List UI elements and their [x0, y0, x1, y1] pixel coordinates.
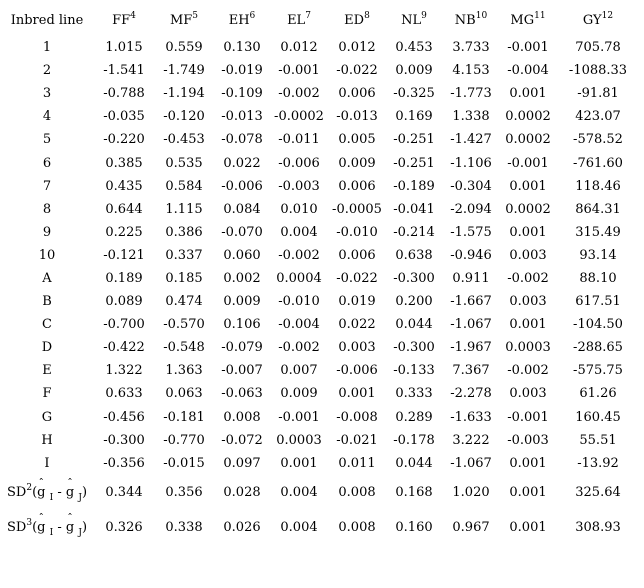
value-cell: 0.001: [338, 386, 376, 402]
value-cell: -1.667: [450, 294, 492, 310]
value-cell: -575.75: [573, 363, 623, 379]
value-cell: 0.009: [223, 294, 261, 310]
value-cell: -0.300: [393, 270, 435, 286]
column-footnote: 11: [534, 10, 546, 21]
value-cell: -2.094: [450, 201, 492, 217]
sd-value-cell: 308.93: [575, 519, 621, 535]
value-cell: -0.300: [103, 432, 145, 448]
value-cell: 0.019: [338, 294, 376, 310]
value-cell: -0.251: [393, 132, 435, 148]
value-cell: 0.063: [165, 386, 203, 402]
value-cell: 0.169: [395, 109, 433, 125]
sd-row: [0, 510, 640, 545]
column-name: NL: [401, 12, 422, 28]
value-cell: 1.015: [105, 40, 143, 56]
inbred-line-cell: 9: [42, 224, 52, 240]
value-cell: -0.001: [278, 63, 320, 79]
column-name: FF: [112, 12, 131, 28]
header-ff: [94, 4, 154, 36]
value-cell: 0.633: [105, 386, 143, 402]
column-footnote: 6: [249, 10, 256, 21]
value-cell: 0.0003: [505, 340, 551, 356]
value-cell: 0.225: [105, 224, 143, 240]
subscript-right: J: [78, 527, 82, 538]
value-cell: -1.067: [450, 317, 492, 333]
subscript-left: I: [49, 492, 54, 503]
value-cell: 0.003: [338, 340, 376, 356]
sd-value-cell: 0.026: [223, 519, 261, 535]
value-cell: -0.079: [221, 340, 263, 356]
table-row: [0, 382, 640, 405]
value-cell: 0.060: [223, 247, 261, 263]
value-cell: 118.46: [575, 178, 621, 194]
value-cell: 0.003: [509, 247, 547, 263]
value-cell: 0.003: [509, 386, 547, 402]
column-name: MG: [510, 12, 535, 28]
value-cell: -0.002: [507, 363, 549, 379]
value-cell: -0.178: [393, 432, 435, 448]
value-cell: -0.010: [278, 294, 320, 310]
sd-label-cell: $SD^3(ˆ$ g $_I$ - ˆ g $_J$): [0, 510, 94, 545]
value-cell: 0.001: [509, 455, 547, 471]
sd-value-cell: 0.028: [223, 484, 261, 500]
column-footnote: 9: [421, 10, 427, 21]
sd-value-cell: 0.967: [452, 519, 490, 535]
value-cell: 0.001: [509, 224, 547, 240]
value-cell: -1.106: [450, 155, 492, 171]
value-cell: 55.51: [579, 432, 617, 448]
value-cell: -0.788: [103, 86, 145, 102]
value-cell: -0.121: [103, 247, 145, 263]
table-row: [0, 82, 640, 105]
table-row: [0, 429, 640, 452]
minus-sign: -: [57, 519, 62, 535]
value-cell: 1.338: [452, 109, 490, 125]
value-cell: -0.001: [507, 155, 549, 171]
sd-label-cell: $SD^2(ˆ$ g $_I$ - ˆ g $_J$): [0, 475, 94, 510]
value-cell: -0.356: [103, 455, 145, 471]
value-cell: 0.089: [105, 294, 143, 310]
header-gy: [556, 4, 640, 36]
table-row: [0, 36, 640, 59]
column-name: MF: [169, 12, 193, 28]
subscript-right: J: [78, 492, 82, 503]
value-cell: 0.0002: [505, 132, 551, 148]
value-cell: -0.189: [393, 178, 435, 194]
value-cell: 88.10: [579, 270, 617, 286]
value-cell: -0.019: [221, 63, 263, 79]
inbred-line-cell: D: [41, 340, 53, 356]
header-nl: [386, 4, 442, 36]
value-cell: -1.067: [450, 455, 492, 471]
value-cell: 0.006: [338, 178, 376, 194]
value-cell: 0.010: [280, 201, 318, 217]
value-cell: 0.097: [223, 455, 261, 471]
value-cell: -0.214: [393, 224, 435, 240]
inbred-line-cell: F: [42, 386, 52, 402]
value-cell: 0.911: [452, 270, 490, 286]
table-row: [0, 105, 640, 128]
table-row: [0, 221, 640, 244]
sd-value-cell: 1.020: [452, 484, 490, 500]
value-cell: 0.337: [165, 247, 203, 263]
value-cell: -0.006: [278, 155, 320, 171]
inbred-line-cell: 10: [38, 247, 56, 263]
sd-value-cell: 0.001: [509, 484, 547, 500]
table-row: [0, 175, 640, 198]
value-cell: 0.638: [395, 247, 433, 263]
value-cell: 423.07: [575, 109, 621, 125]
value-cell: 617.51: [575, 294, 621, 310]
value-cell: 0.0002: [505, 109, 551, 125]
value-cell: -0.041: [393, 201, 435, 217]
value-cell: 0.004: [280, 224, 318, 240]
value-cell: -0.002: [278, 247, 320, 263]
inbred-line-cell: A: [42, 270, 52, 286]
column-footnote: 8: [364, 10, 370, 21]
value-cell: 0.006: [338, 247, 376, 263]
value-cell: -0.181: [163, 409, 205, 425]
value-cell: -0.021: [336, 432, 378, 448]
value-cell: 705.78: [575, 40, 621, 56]
value-cell: 7.367: [452, 363, 490, 379]
header-ed: [328, 4, 386, 36]
minus-sign: -: [57, 484, 62, 500]
value-cell: 1.322: [105, 363, 143, 379]
value-cell: -0.004: [278, 317, 320, 333]
value-cell: -0.035: [103, 109, 145, 125]
table-row: [0, 406, 640, 429]
value-cell: -0.015: [163, 455, 205, 471]
value-cell: 0.044: [395, 455, 433, 471]
value-cell: -2.278: [450, 386, 492, 402]
g-hat-left: ˆ g: [37, 485, 45, 500]
value-cell: 3.222: [452, 432, 490, 448]
value-cell: -0.422: [103, 340, 145, 356]
value-cell: 0.084: [223, 201, 261, 217]
value-cell: 0.006: [338, 86, 376, 102]
value-cell: -0.120: [163, 109, 205, 125]
value-cell: 1.363: [165, 363, 203, 379]
table-row: [0, 198, 640, 221]
value-cell: -0.022: [336, 63, 378, 79]
value-cell: 4.153: [452, 63, 490, 79]
value-cell: -0.013: [221, 109, 263, 125]
value-cell: -0.003: [507, 432, 549, 448]
sd-value-cell: 0.168: [395, 484, 433, 500]
value-cell: 0.559: [165, 40, 203, 56]
sd-value-cell: 0.356: [165, 484, 203, 500]
column-footnote: 12: [601, 10, 614, 21]
value-cell: -0.456: [103, 409, 145, 425]
value-cell: 0.474: [165, 294, 203, 310]
header-eh: [214, 4, 270, 36]
header-mf: [154, 4, 214, 36]
inbred-line-cell: 1: [42, 40, 52, 56]
value-cell: 0.453: [395, 40, 433, 56]
column-footnote: 7: [305, 10, 311, 21]
column-name: EH: [228, 12, 250, 28]
value-cell: -91.81: [577, 86, 619, 102]
table-row: [0, 452, 640, 475]
header-el: [270, 4, 328, 36]
value-cell: -0.006: [336, 363, 378, 379]
value-cell: -0.001: [507, 409, 549, 425]
value-cell: 0.022: [338, 317, 376, 333]
value-cell: -0.570: [163, 317, 205, 333]
value-cell: -0.063: [221, 386, 263, 402]
value-cell: 93.14: [579, 247, 617, 263]
value-cell: 0.185: [165, 270, 203, 286]
value-cell: 0.001: [509, 317, 547, 333]
value-cell: 864.31: [575, 201, 621, 217]
value-cell: -0.010: [336, 224, 378, 240]
g-hat-right: ˆ g: [66, 520, 74, 535]
value-cell: -0.070: [221, 224, 263, 240]
value-cell: -0.011: [278, 132, 320, 148]
value-cell: 0.044: [395, 317, 433, 333]
value-cell: -0.304: [450, 178, 492, 194]
value-cell: -0.007: [221, 363, 263, 379]
table-row: [0, 151, 640, 174]
inbred-line-cell: 3: [42, 86, 52, 102]
sd-value-cell: 0.326: [105, 519, 143, 535]
table-row: [0, 313, 640, 336]
value-cell: -1.633: [450, 409, 492, 425]
value-cell: -0.0005: [332, 201, 382, 217]
value-cell: 0.009: [280, 386, 318, 402]
inbred-line-cell: I: [44, 455, 50, 471]
value-cell: 0.009: [395, 63, 433, 79]
value-cell: -0.0002: [274, 109, 324, 125]
table-row: [0, 244, 640, 267]
inbred-line-cell: B: [42, 294, 52, 310]
sd-row: [0, 475, 640, 510]
value-cell: -0.006: [221, 178, 263, 194]
sd-superscript: 3: [26, 517, 33, 528]
value-cell: -0.078: [221, 132, 263, 148]
inbred-line-cell: 6: [42, 155, 52, 171]
value-cell: -0.008: [336, 409, 378, 425]
sd-value-cell: 0.160: [395, 519, 433, 535]
value-cell: -288.65: [573, 340, 623, 356]
value-cell: 0.0002: [505, 201, 551, 217]
value-cell: 0.007: [280, 363, 318, 379]
value-cell: -0.002: [278, 86, 320, 102]
value-cell: -0.001: [507, 40, 549, 56]
inbred-line-cell: 7: [42, 178, 52, 194]
column-footnote: 5: [192, 10, 199, 21]
value-cell: -1.749: [163, 63, 205, 79]
value-cell: -0.453: [163, 132, 205, 148]
value-cell: 0.002: [223, 270, 261, 286]
value-cell: 0.0004: [276, 270, 322, 286]
sd-value-cell: 0.338: [165, 519, 203, 535]
value-cell: 0.012: [338, 40, 376, 56]
value-cell: -0.251: [393, 155, 435, 171]
value-cell: -1.773: [450, 86, 492, 102]
value-cell: -0.022: [336, 270, 378, 286]
value-cell: 0.106: [223, 317, 261, 333]
table-row: [0, 359, 640, 382]
column-footnote: 10: [475, 10, 488, 21]
sd-prefix: SD: [6, 484, 27, 500]
value-cell: 0.535: [165, 155, 203, 171]
value-cell: -0.001: [278, 409, 320, 425]
subscript-left: I: [49, 527, 54, 538]
value-cell: 0.0003: [276, 432, 322, 448]
table-row: [0, 336, 640, 359]
value-cell: -761.60: [573, 155, 623, 171]
header-row: [0, 4, 640, 36]
value-cell: 0.008: [223, 409, 261, 425]
column-name: GY: [582, 12, 602, 28]
value-cell: -0.946: [450, 247, 492, 263]
value-cell: -0.072: [221, 432, 263, 448]
sd-prefix: SD: [6, 519, 27, 535]
inbred-line-cell: G: [41, 409, 53, 425]
header-inbred-line: Inbred line: [10, 12, 84, 28]
value-cell: 0.644: [105, 201, 143, 217]
g-hat-left: ˆ g: [37, 520, 45, 535]
column-name: NB: [454, 12, 476, 28]
value-cell: 0.005: [338, 132, 376, 148]
value-cell: 0.333: [395, 386, 433, 402]
value-cell: 0.435: [105, 178, 143, 194]
sd-value-cell: 0.008: [338, 484, 376, 500]
value-cell: -1088.33: [568, 63, 628, 79]
column-name: ED: [344, 12, 365, 28]
value-cell: 3.733: [452, 40, 490, 56]
value-cell: -0.013: [336, 109, 378, 125]
value-cell: -0.770: [163, 432, 205, 448]
value-cell: -0.700: [103, 317, 145, 333]
inbred-line-cell: 5: [42, 132, 52, 148]
g-hat-right: ˆ g: [66, 485, 74, 500]
value-cell: -0.220: [103, 132, 145, 148]
value-cell: 0.009: [338, 155, 376, 171]
table-row: [0, 267, 640, 290]
value-cell: -0.004: [507, 63, 549, 79]
value-cell: -1.575: [450, 224, 492, 240]
inbred-line-cell: H: [41, 432, 53, 448]
gca-effects-table: [0, 4, 640, 545]
value-cell: 0.022: [223, 155, 261, 171]
sd-value-cell: 0.344: [105, 484, 143, 500]
table-row: [0, 59, 640, 82]
value-cell: -578.52: [573, 132, 623, 148]
inbred-line-cell: 4: [42, 109, 52, 125]
value-cell: 0.289: [395, 409, 433, 425]
value-cell: -0.002: [507, 270, 549, 286]
value-cell: 0.584: [165, 178, 203, 194]
value-cell: -104.50: [573, 317, 623, 333]
column-footnote: 4: [130, 10, 136, 21]
table-row: [0, 290, 640, 313]
value-cell: 0.001: [509, 178, 547, 194]
value-cell: 0.386: [165, 224, 203, 240]
inbred-line-cell: 2: [42, 63, 52, 79]
value-cell: -0.003: [278, 178, 320, 194]
value-cell: 0.001: [509, 86, 547, 102]
value-cell: -0.325: [393, 86, 435, 102]
sd-value-cell: 325.64: [575, 484, 621, 500]
value-cell: -0.002: [278, 340, 320, 356]
value-cell: 0.001: [280, 455, 318, 471]
value-cell: -0.109: [221, 86, 263, 102]
sd-value-cell: 0.008: [338, 519, 376, 535]
value-cell: -1.967: [450, 340, 492, 356]
sd-value-cell: 0.004: [280, 484, 318, 500]
value-cell: 0.200: [395, 294, 433, 310]
inbred-line-cell: C: [42, 317, 52, 333]
column-name: EL: [287, 12, 306, 28]
value-cell: -1.427: [450, 132, 492, 148]
value-cell: -0.300: [393, 340, 435, 356]
value-cell: -1.194: [163, 86, 205, 102]
value-cell: 160.45: [575, 409, 621, 425]
value-cell: 61.26: [579, 386, 617, 402]
value-cell: 0.385: [105, 155, 143, 171]
sd-superscript: 2: [26, 482, 33, 493]
table-row: [0, 128, 640, 151]
value-cell: 1.115: [165, 201, 203, 217]
inbred-line-cell: E: [42, 363, 52, 379]
value-cell: 0.011: [338, 455, 376, 471]
value-cell: -13.92: [577, 455, 619, 471]
value-cell: -1.541: [103, 63, 145, 79]
value-cell: 0.189: [105, 270, 143, 286]
value-cell: 0.130: [223, 40, 261, 56]
sd-value-cell: 0.004: [280, 519, 318, 535]
header-nb: [442, 4, 500, 36]
value-cell: -0.548: [163, 340, 205, 356]
inbred-line-cell: 8: [42, 201, 52, 217]
value-cell: 315.49: [575, 224, 621, 240]
header-mg: [500, 4, 556, 36]
value-cell: 0.012: [280, 40, 318, 56]
sd-value-cell: 0.001: [509, 519, 547, 535]
value-cell: -0.133: [393, 363, 435, 379]
value-cell: 0.003: [509, 294, 547, 310]
